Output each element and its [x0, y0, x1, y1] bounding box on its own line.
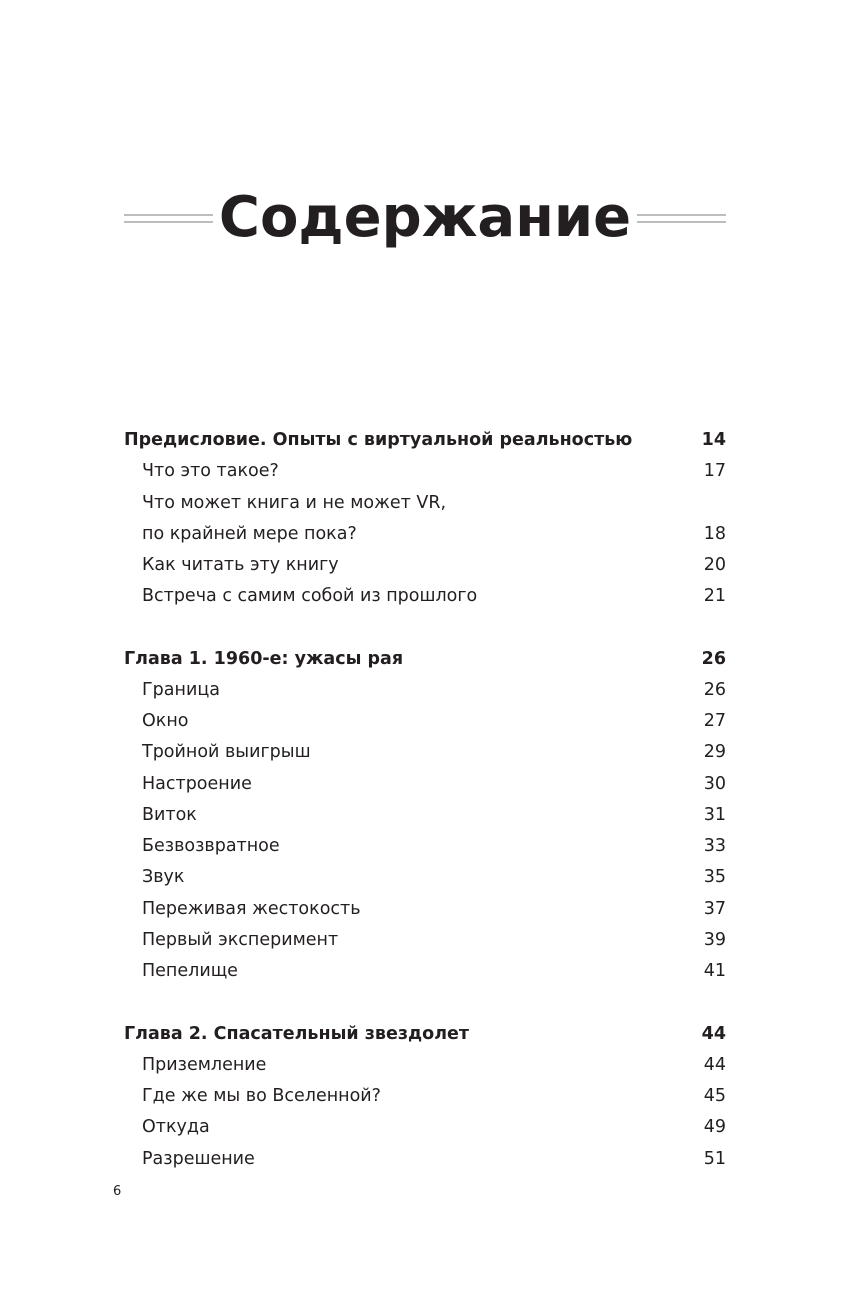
toc-item-label: Граница [142, 680, 220, 700]
toc-item-label: Что это такое? [142, 461, 279, 481]
toc-chapter-label: Глава 1. 1960-е: ужасы рая [124, 649, 404, 669]
toc-page-number: 27 [703, 711, 726, 731]
toc-item[interactable] [124, 1144, 726, 1175]
toc-page-number: 29 [703, 742, 726, 762]
toc-item-label: Виток [142, 805, 197, 825]
toc-item-label: Пепелище [142, 961, 238, 981]
toc-item-label: Откуда [142, 1117, 210, 1137]
toc-page-number: 17 [703, 461, 726, 481]
toc-page-number: 30 [703, 774, 726, 794]
toc-page-number: 44 [701, 1024, 726, 1044]
toc-item[interactable] [124, 925, 726, 956]
toc-page-number: 18 [703, 524, 726, 544]
toc-item[interactable] [124, 519, 726, 550]
page-number: 6 [113, 1184, 122, 1199]
toc-item-label: Тройной выигрыш [142, 742, 311, 762]
toc-page-number: 26 [703, 680, 726, 700]
toc-page-number: 37 [703, 899, 726, 919]
title-block [124, 178, 726, 258]
toc-page-number: 21 [703, 586, 726, 606]
toc-item-label: Где же мы во Вселенной? [142, 1086, 381, 1106]
toc-page-number: 35 [703, 867, 726, 887]
toc-page-number: 20 [703, 555, 726, 575]
toc-item-label: Окно [142, 711, 189, 731]
toc-item[interactable] [124, 800, 726, 831]
toc-page-number: 41 [703, 961, 726, 981]
toc-chapter-2[interactable] [124, 1019, 726, 1050]
toc-item[interactable] [124, 1050, 726, 1081]
toc-page-number: 49 [703, 1117, 726, 1137]
page-title: Содержание [124, 178, 726, 258]
toc-item[interactable] [124, 1081, 726, 1112]
toc-chapter-1[interactable] [124, 644, 726, 675]
toc-item[interactable] [124, 737, 726, 768]
toc-page-number: 51 [703, 1149, 726, 1169]
toc-item[interactable] [124, 894, 726, 925]
toc-page-number: 39 [703, 930, 726, 950]
toc-item[interactable] [124, 488, 726, 519]
toc-item[interactable] [124, 956, 726, 987]
toc-item[interactable] [124, 769, 726, 800]
toc-item-label: Приземление [142, 1055, 267, 1075]
toc-item-label: Безвозвратное [142, 836, 280, 856]
toc-item[interactable] [124, 706, 726, 737]
toc-chapter-label: Глава 2. Спасательный звездолет [124, 1024, 470, 1044]
toc-item[interactable] [124, 581, 726, 612]
toc-page-number: 26 [701, 649, 726, 669]
toc-item-label: Встреча с самим собой из прошлого [142, 586, 478, 606]
toc-page-number: 14 [701, 430, 726, 450]
toc-page-number: 33 [703, 836, 726, 856]
toc-item-label: Что может книга и не может VR, [142, 493, 447, 513]
toc-page-number: 45 [703, 1086, 726, 1106]
toc-item-label: по крайней мере пока? [142, 524, 357, 544]
toc-chapter-label: Предисловие. Опыты с виртуальной реальностью [124, 430, 633, 450]
toc-item[interactable] [124, 1112, 726, 1143]
toc-item-label: Разрешение [142, 1149, 255, 1169]
toc-item-label: Переживая жестокость [142, 899, 361, 919]
toc-item-label: Звук [142, 867, 185, 887]
toc-item-label: Первый эксперимент [142, 930, 339, 950]
toc-item-label: Настроение [142, 774, 252, 794]
toc-page-number: 44 [703, 1055, 726, 1075]
toc-item[interactable] [124, 550, 726, 581]
toc-chapter-preface[interactable] [124, 425, 726, 456]
toc-item[interactable] [124, 831, 726, 862]
toc-item-label: Как читать эту книгу [142, 555, 339, 575]
toc-page-number: 31 [703, 805, 726, 825]
toc-item[interactable] [124, 675, 726, 706]
toc-item[interactable] [124, 862, 726, 893]
toc-item[interactable] [124, 456, 726, 487]
